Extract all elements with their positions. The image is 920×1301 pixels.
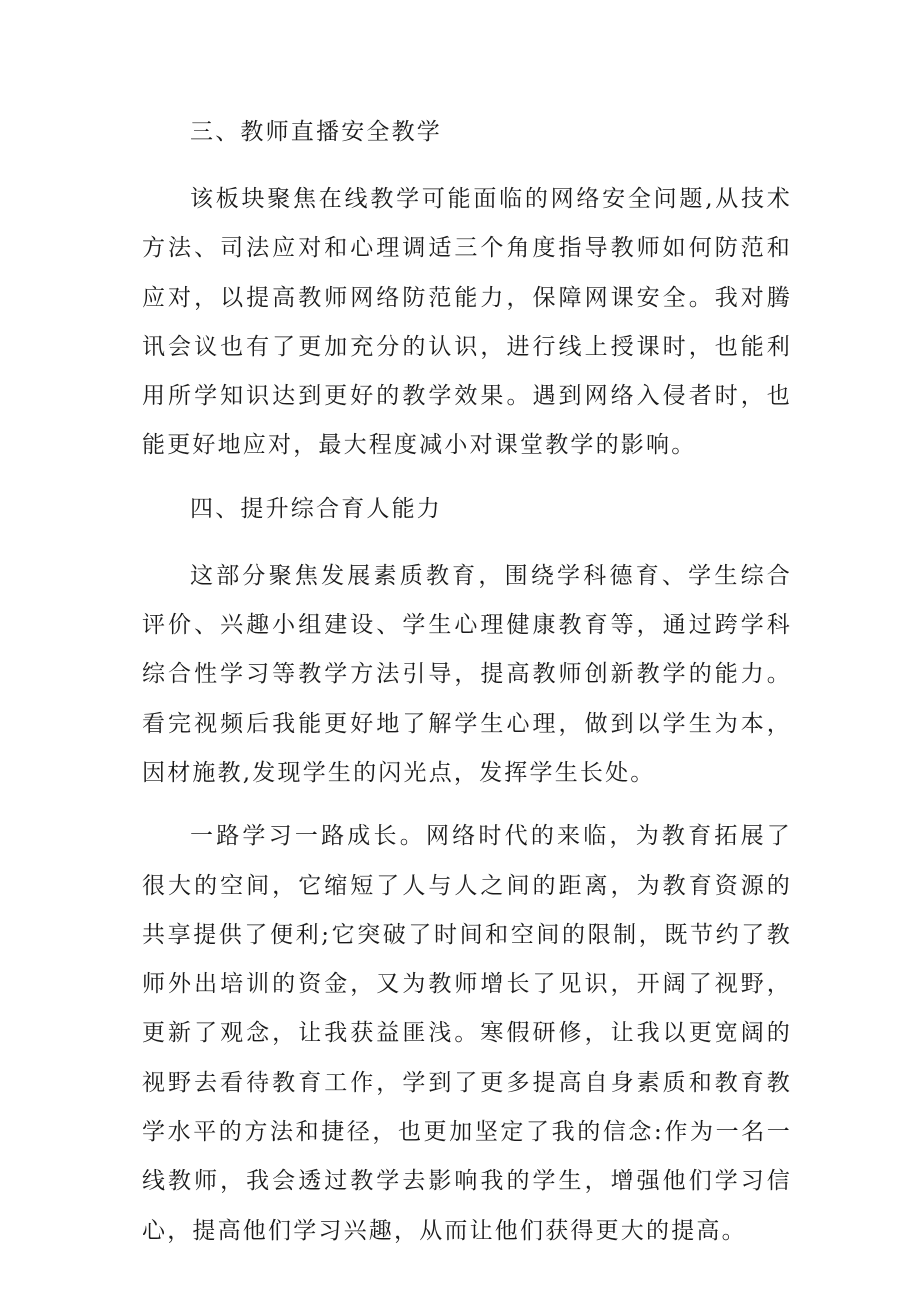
document-body	[142, 108, 792, 1270]
section-paragraph-4: 这部分聚焦发展素质教育，围绕学科德育、学生综合评价、兴趣小组建设、学生心理健康教育等，通过跨学科综合性学习等教学方法引导，提高教师创新教学的能力。看完视频后我能更好地了解学生心理，做到以学生为本，因材施教,发现学生的闪光点，发挥学生长处。	[142, 562, 792, 786]
section-paragraph-3: 该板块聚焦在线教学可能面临的网络安全问题,从技术方法、司法应对和心理调适三个角度指导教师如何防范和应对，以提高教师网络防范能力，保障网课安全。我对腾讯会议也有了更加充分的认识，进行线上授课时，也能利用所学知识达到更好的教学效果。遇到网络入侵者时，也能更好地应对，最大程度减小对课堂教学的影响。	[142, 186, 792, 459]
section-heading-3: 三、教师直播安全教学	[190, 119, 442, 145]
section-heading-4: 四、提升综合育人能力	[190, 495, 442, 522]
conclusion-paragraph: 一路学习一路成长。网络时代的来临，为教育拓展了很大的空间，它缩短了人与人之间的距离，为教育资源的共享提供了便利;它突破了时间和空间的限制，既节约了教师外出培训的资金，又为教师增长了见识，开阔了视野，更新了观念，让我获益匪浅。寒假研修，让我以更宽阔的视野去看待教育工作，学到了更多提高自身素质和教育教学水平的方法和捷径，也更加坚定了我的信念:作为一名一线教师，我会透过教学去影响我的学生，增强他们学习信心，提高他们学习兴趣，从而让他们获得更大的提高。	[142, 823, 792, 1244]
